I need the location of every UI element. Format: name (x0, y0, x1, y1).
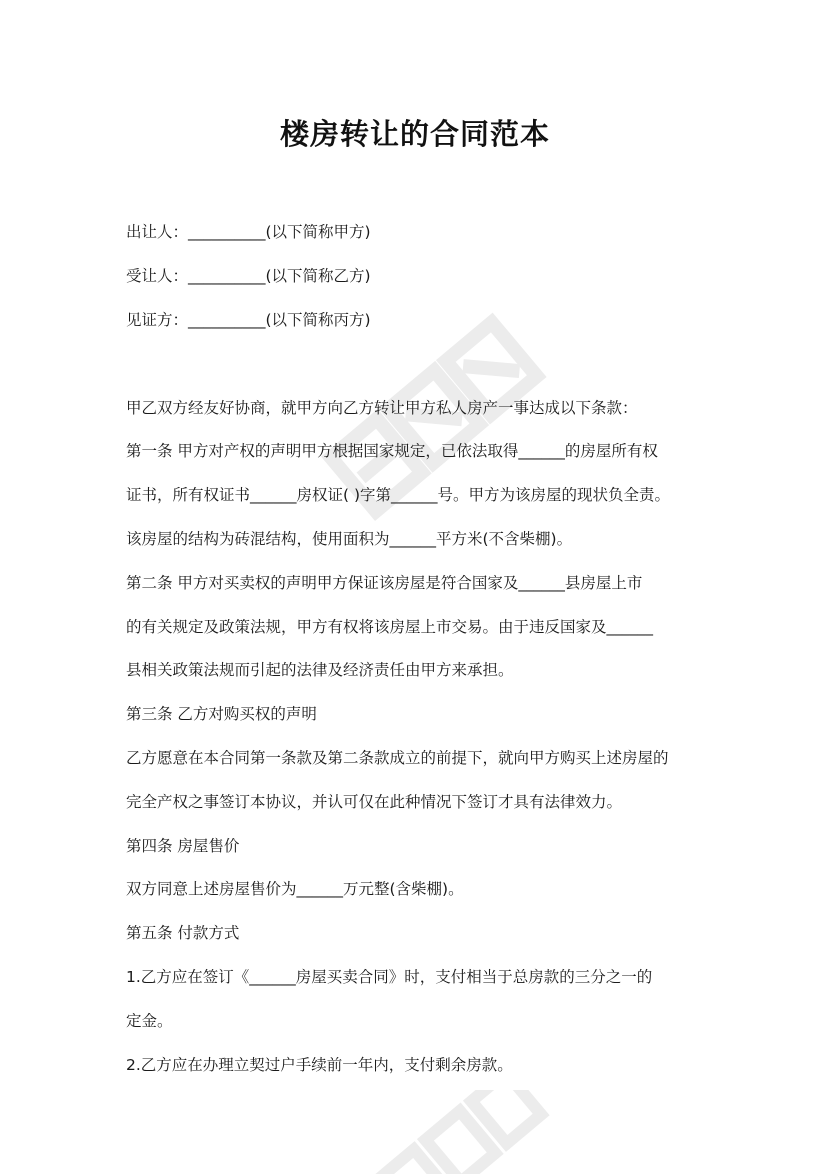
party-seller: 出让人：__________(以下简称甲方) (126, 223, 371, 241)
document-title: 楼房转让的合同范本 (279, 117, 550, 151)
paragraph-line: 该房屋的结构为砖混结构，使用面积为______平方米(不含柴棚)。 (126, 530, 573, 548)
watermark-logo-bottom (360, 1090, 560, 1174)
paragraph-line: 完全产权之事签订本协议，并认可仅在此种情况下签订才具有法律效力。 (126, 793, 623, 811)
paragraph-line: 县相关政策法规而引起的法律及经济责任由甲方来承担。 (126, 661, 514, 679)
article-heading: 第五条 付款方式 (126, 924, 240, 942)
party-buyer: 受让人：__________(以下简称乙方) (126, 267, 371, 285)
paragraph-line: 2.乙方应在办理立契过户手续前一年内，支付剩余房款。 (126, 1056, 513, 1074)
paragraph-line: 定金。 (126, 1012, 173, 1030)
paragraph-line: 证书，所有权证书______房权证( )字第______号。甲方为该房屋的现状负全责。 (126, 486, 671, 504)
paragraph-line: 1.乙方应在签订《______房屋买卖合同》时，支付相当于总房款的三分之一的 (126, 968, 653, 986)
paragraph-line: 第一条 甲方对产权的声明甲方根据国家规定，已依法取得______的房屋所有权 (126, 442, 658, 460)
article-heading: 第三条 乙方对购买权的声明 (126, 705, 317, 723)
party-witness: 见证方：__________(以下简称丙方) (126, 311, 371, 329)
paragraph-line: 第二条 甲方对买卖权的声明甲方保证该房屋是符合国家及______县房屋上市 (126, 574, 643, 592)
paragraph-line: 甲乙双方经友好协商，就甲方向乙方转让甲方私人房产一事达成以下条款： (126, 399, 638, 417)
paragraph-line: 的有关规定及政策法规，甲方有权将该房屋上市交易。由于违反国家及______ (126, 618, 654, 636)
paragraph-line: 乙方愿意在本合同第一条款及第二条款成立的前提下，就向甲方购买上述房屋的 (126, 749, 669, 767)
article-heading: 第四条 房屋售价 (126, 837, 240, 855)
paragraph-line: 双方同意上述房屋售价为______万元整(含柴棚)。 (126, 880, 464, 898)
